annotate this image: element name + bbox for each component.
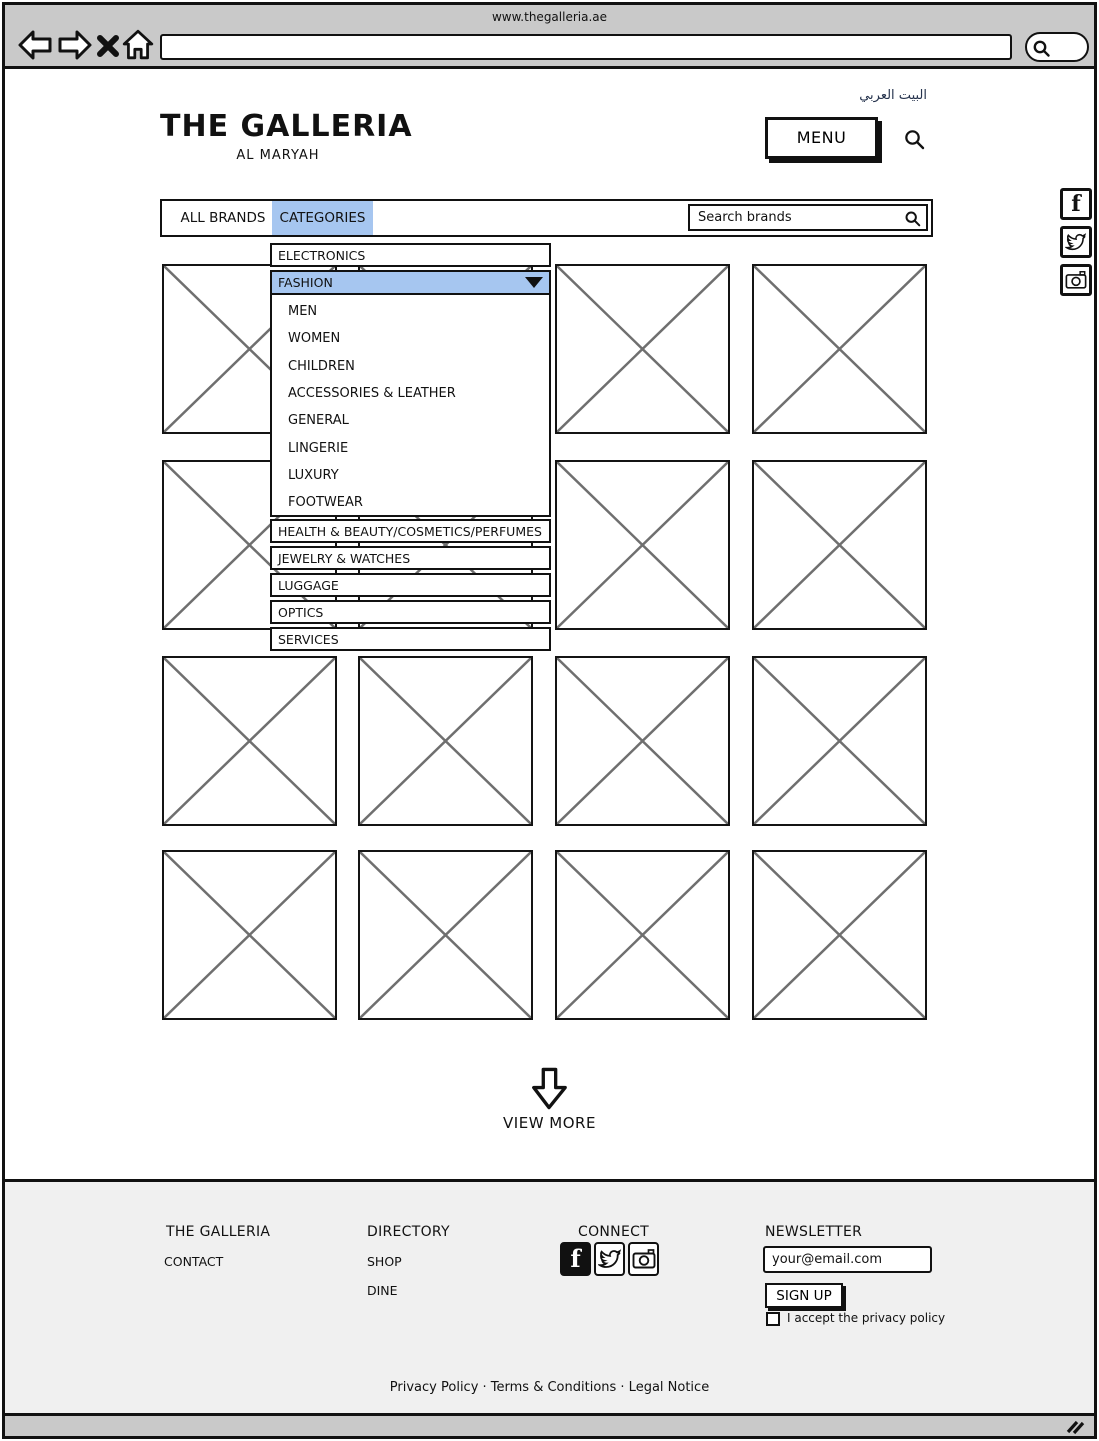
fashion-submenu [270, 295, 551, 517]
site-logo-subtitle: AL MARYAH [236, 148, 320, 163]
submenu-item-accessories-leather[interactable]: ACCESSORIES & LEATHER [288, 386, 456, 402]
placeholder-x-icon [754, 266, 925, 432]
home-icon [121, 27, 155, 61]
chevron-down-icon [525, 277, 543, 288]
social-sidebar [1060, 188, 1092, 302]
placeholder-x-icon [164, 658, 335, 824]
submenu-item-children[interactable]: CHILDREN [288, 358, 355, 374]
footer-heading-connect: CONNECT [578, 1224, 650, 1240]
footer-link-dine[interactable]: DINE [367, 1283, 398, 1298]
address-bar-input[interactable] [160, 34, 1012, 60]
submenu-item-luxury[interactable]: LUXURY [288, 467, 339, 483]
brand-placeholder[interactable] [162, 850, 337, 1020]
brand-placeholder[interactable] [555, 850, 730, 1020]
camera-icon [1065, 269, 1087, 291]
placeholder-x-icon [754, 462, 925, 628]
submenu-item-footwear[interactable]: FOOTWEAR [288, 495, 363, 511]
menu-item-jewelry-watches[interactable]: JEWELRY & WATCHES [270, 546, 551, 570]
forward-arrow-icon [57, 29, 93, 61]
privacy-policy-checkbox[interactable] [766, 1312, 780, 1326]
language-switch-link[interactable]: البيت العربي [859, 88, 927, 103]
brand-placeholder[interactable] [752, 460, 927, 630]
twitter-link[interactable] [1060, 226, 1092, 258]
browser-status-bar [5, 1413, 1094, 1436]
stop-button[interactable] [95, 29, 121, 61]
close-x-icon [95, 29, 121, 61]
search-icon [1032, 39, 1052, 59]
header-search-button[interactable] [903, 128, 927, 152]
site-logo-title: THE GALLERIA [160, 109, 413, 144]
instagram-link[interactable] [1060, 264, 1092, 296]
footer [5, 1179, 1094, 1414]
home-button[interactable] [121, 27, 155, 59]
brand-placeholder[interactable] [555, 264, 730, 434]
menu-item-fashion-label: FASHION [278, 275, 333, 290]
resize-handle-icon[interactable] [1064, 1419, 1086, 1435]
brand-placeholder[interactable] [752, 656, 927, 826]
search-icon [903, 128, 927, 152]
submenu-item-lingerie[interactable]: LINGERIE [288, 440, 349, 456]
categories-dropdown [270, 243, 551, 654]
placeholder-x-icon [557, 266, 728, 432]
facebook-icon: f [1071, 191, 1081, 217]
menu-button[interactable]: MENU [765, 117, 878, 159]
window-title: www.thegalleria.ae [491, 10, 608, 24]
footer-legal-links[interactable]: Privacy Policy · Terms & Conditions · Legal Notice [389, 1380, 710, 1395]
placeholder-x-icon [754, 852, 925, 1018]
menu-item-health-beauty[interactable]: HEALTH & BEAUTY/COSMETICS/PERFUMES [270, 519, 551, 543]
down-arrow-icon [529, 1066, 569, 1112]
footer-social-icons [560, 1242, 659, 1276]
browser-search-box[interactable] [1025, 32, 1089, 62]
brand-placeholder[interactable] [752, 264, 927, 434]
footer-link-contact[interactable]: CONTACT [164, 1254, 224, 1269]
placeholder-x-icon [557, 852, 728, 1018]
placeholder-x-icon [164, 852, 335, 1018]
footer-link-shop[interactable]: SHOP [367, 1254, 402, 1269]
twitter-icon [1065, 231, 1087, 253]
tab-all-brands[interactable]: ALL BRANDS [180, 210, 266, 226]
footer-heading-newsletter: NEWSLETTER [765, 1224, 863, 1240]
footer-heading-galleria: THE GALLERIA [166, 1224, 271, 1240]
menu-item-luggage[interactable]: LUGGAGE [270, 573, 551, 597]
brand-placeholder[interactable] [358, 850, 533, 1020]
instagram-link[interactable] [628, 1242, 659, 1276]
brand-placeholder[interactable] [555, 460, 730, 630]
forward-button[interactable] [57, 29, 93, 61]
menu-item-services[interactable]: SERVICES [270, 627, 551, 651]
brand-placeholder[interactable] [752, 850, 927, 1020]
placeholder-x-icon [360, 852, 531, 1018]
twitter-link[interactable] [594, 1242, 625, 1276]
menu-item-electronics[interactable]: ELECTRONICS [270, 243, 551, 267]
brand-placeholder[interactable] [555, 656, 730, 826]
placeholder-x-icon [557, 462, 728, 628]
brands-search-box [688, 204, 928, 231]
back-button[interactable] [17, 29, 53, 61]
placeholder-x-icon [360, 658, 531, 824]
brands-search-input[interactable] [690, 206, 926, 229]
placeholder-x-icon [754, 658, 925, 824]
view-more-label[interactable]: VIEW MORE [503, 1114, 596, 1132]
submenu-item-general[interactable]: GENERAL [288, 413, 349, 429]
placeholder-x-icon [557, 658, 728, 824]
brand-placeholder[interactable] [358, 656, 533, 826]
facebook-link[interactable] [560, 1242, 591, 1276]
submenu-item-women[interactable]: WOMEN [288, 331, 341, 347]
back-arrow-icon [17, 29, 53, 61]
view-more-button[interactable] [529, 1066, 569, 1116]
menu-item-optics[interactable]: OPTICS [270, 600, 551, 624]
twitter-icon [598, 1247, 622, 1271]
privacy-policy-label: I accept the privacy policy [787, 1311, 946, 1325]
browser-chrome [5, 5, 1094, 69]
facebook-link[interactable] [1060, 188, 1092, 220]
newsletter-email-input[interactable] [763, 1246, 932, 1273]
camera-icon [632, 1247, 656, 1271]
menu-item-fashion-selected[interactable] [270, 270, 551, 295]
facebook-icon: f [570, 1244, 581, 1273]
newsletter-signup-button[interactable]: SIGN UP [765, 1283, 843, 1308]
submenu-item-men[interactable]: MEN [288, 304, 318, 320]
brands-nav-bar [160, 199, 933, 237]
brand-placeholder[interactable] [162, 656, 337, 826]
search-icon [904, 210, 922, 228]
footer-heading-directory: DIRECTORY [367, 1224, 450, 1240]
tab-categories[interactable]: CATEGORIES [272, 201, 373, 235]
